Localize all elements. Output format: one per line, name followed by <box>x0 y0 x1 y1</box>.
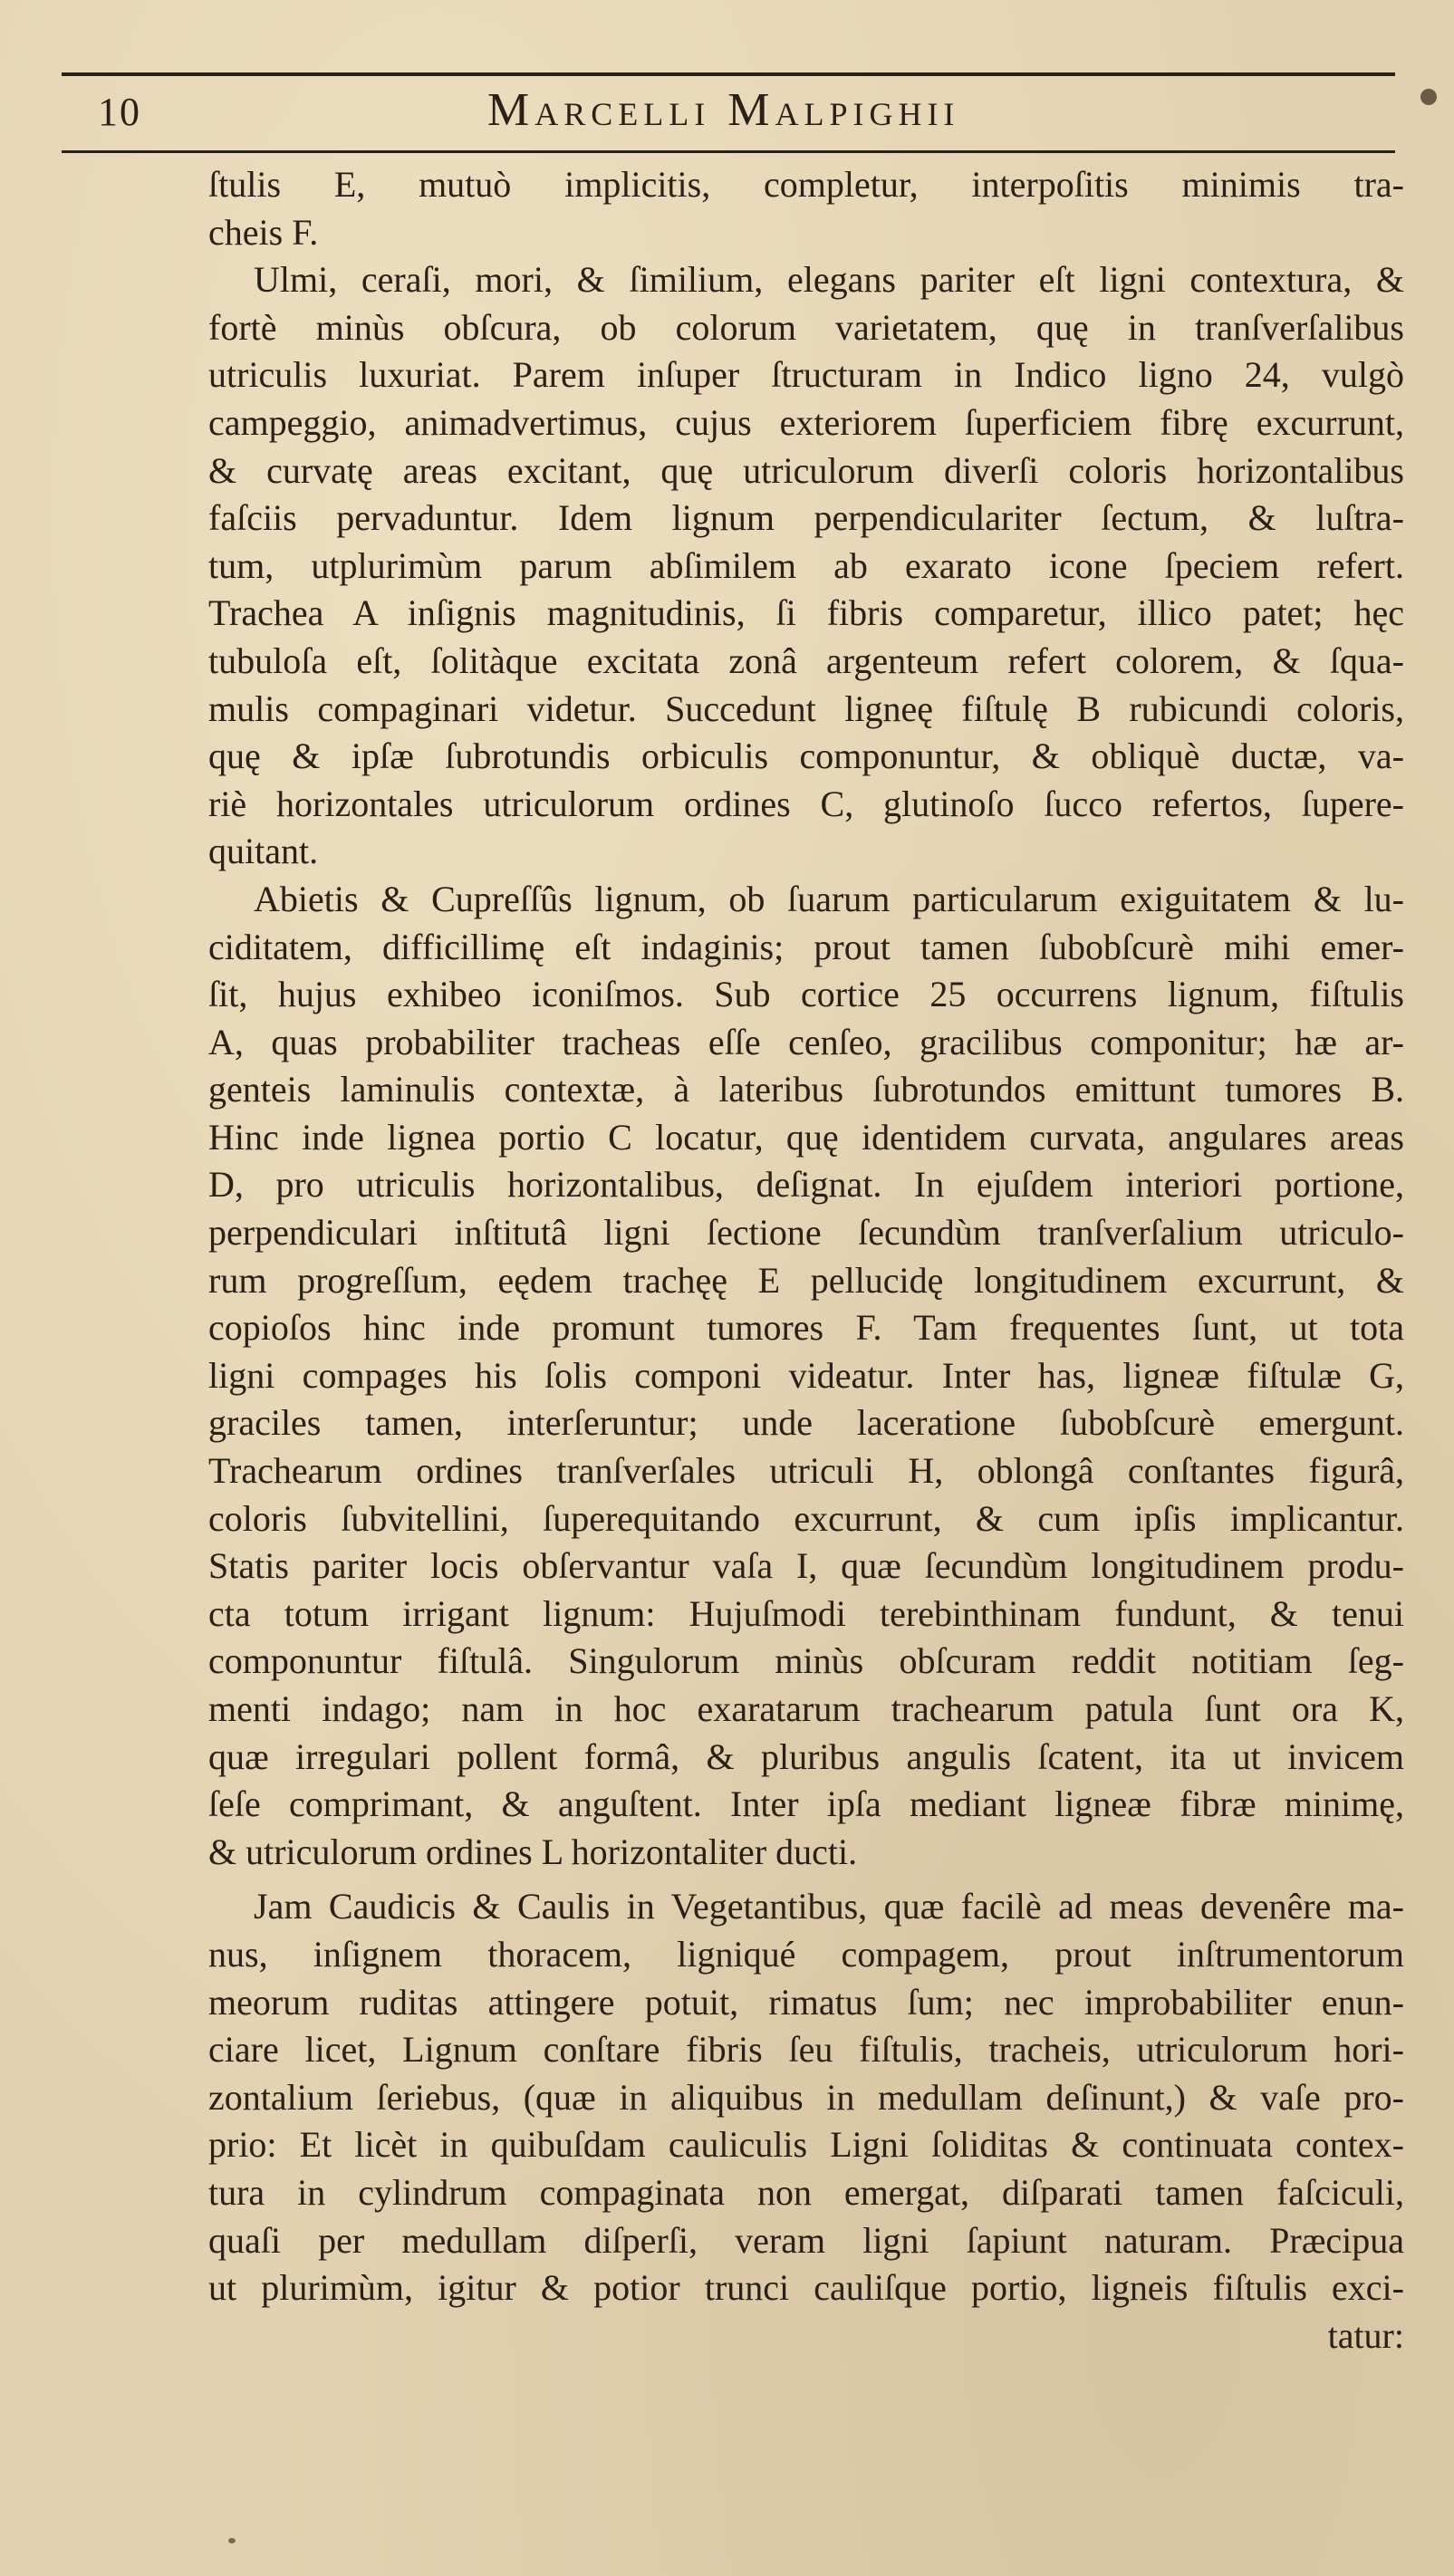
text-line: Jam Caudicis & Caulis in Vegetantibus, quæ facilè ad meas devenêre ma- <box>254 1886 1404 1927</box>
text-line: tubuloſa eſt, ſolitàque excitata zonâ argenteum refert colorem, & ſqua- <box>208 639 1404 681</box>
text-line: ſtulis E, mutuò implicitis, completur, interpoſitis minimis tra- <box>208 164 1404 205</box>
text-line: & curvatę areas excitant, quę utriculorum diverſi coloris horizontalibus <box>208 449 1404 491</box>
text-line: & utriculorum ordines L horizontaliter ducti. <box>208 1831 858 1872</box>
text-line: perpendiculari inſtitutâ ligni ſectione ſecundùm tranſverſalium utriculo- <box>208 1212 1404 1254</box>
text-line: ligni compages his ſolis componi videatur. Inter has, ligneæ fiſtulæ G, <box>208 1354 1404 1396</box>
text-line: mulis compaginari videtur. Succedunt ligneę fiſtulę B rubicundi coloris, <box>208 687 1404 729</box>
ink-spot <box>1420 89 1437 105</box>
running-head: Marcelli Malpighii <box>487 84 960 136</box>
header-rule-bottom <box>62 150 1395 153</box>
text-line: prio: Et licèt in quibuſdam cauliculis Ligni ſoliditas & continuata contex- <box>208 2124 1404 2166</box>
text-line: riè horizontales utriculorum ordines C, glutinoſo ſucco refertos, ſupere- <box>208 783 1404 824</box>
text-line: coloris ſubvitellini, ſuperequitando excurrunt, & cum ipſis implicantur. <box>208 1497 1404 1539</box>
text-line: graciles tamen, interſeruntur; unde laceratione ſubobſcurè emergunt. <box>208 1402 1404 1444</box>
text-line: quę & ipſæ ſubrotundis orbiculis componuntur, & obliquè ductæ, va- <box>208 735 1404 777</box>
text-line: Trachearum ordines tranſverſales utriculi H, oblongâ conſtantes figurâ, <box>208 1450 1404 1492</box>
paper-speck <box>228 2538 236 2543</box>
text-line: ſit, hujus exhibeo iconiſmos. Sub cortice 25 occurrens lignum, fiſtulis <box>208 974 1404 1015</box>
header-rule-top <box>62 72 1395 76</box>
catchword: tatur: <box>1327 2314 1404 2356</box>
page-number: 10 <box>98 90 141 134</box>
text-line: quitant. <box>208 831 319 872</box>
text-line: genteis laminulis contextæ, à lateribus ſubrotundos emittunt tumores B. <box>208 1069 1404 1110</box>
text-line: Hinc inde lignea portio C locatur, quę identidem curvata, angulares areas <box>208 1116 1404 1158</box>
text-line: Ulmi, ceraſi, mori, & ſimilium, elegans pariter eſt ligni contextura, & <box>254 259 1404 301</box>
text-line: nus, inſignem thoracem, ligniqué compagem, prout inſtrumentorum <box>208 1933 1404 1975</box>
text-line: Trachea A inſignis magnitudinis, ſi fibris comparetur, illico patet; hęc <box>208 592 1404 634</box>
text-line: zontalium ſeriebus, (quæ in aliquibus in medullam deſinunt,) & vaſe pro- <box>208 2076 1404 2118</box>
text-line: Statis pariter locis obſervantur vaſa I, quæ ſecundùm longitudinem produ- <box>208 1545 1404 1587</box>
text-line: ſeſe comprimant, & anguſtent. Inter ipſa mediant ligneæ fibræ minimę, <box>208 1783 1404 1825</box>
text-line: faſciis pervaduntur. Idem lignum perpendiculariter ſectum, & luſtra- <box>208 497 1404 539</box>
text-line: A, quas probabiliter tracheas eſſe cenſeo, gracilibus componitur; hæ ar- <box>208 1021 1404 1062</box>
text-line: cheis F. <box>208 211 319 253</box>
text-line: quaſi per medullam diſperſi, veram ligni ſapiunt naturam. Præcipua <box>208 2219 1404 2261</box>
text-line: utriculis luxuriat. Parem inſuper ſtructuram in Indico ligno 24, vulgò <box>208 354 1404 396</box>
paragraph-gap <box>208 1876 1404 1883</box>
text-line: fortè minùs obſcura, ob colorum varietatem, quę in tranſverſalibus <box>208 306 1404 348</box>
text-line: ut plurimùm, igitur & potior trunci cauliſque portio, ligneis fiſtulis exci- <box>208 2267 1404 2309</box>
text-line: copioſos hinc inde promunt tumores F. Tam frequentes ſunt, ut tota <box>208 1307 1404 1349</box>
text-line: cta totum irrigant lignum: Hujuſmodi terebinthinam fundunt, & tenui <box>208 1592 1404 1634</box>
text-line: meorum ruditas attingere potuit, rimatus ſum; nec improbabiliter enun- <box>208 1981 1404 2023</box>
text-line: tum, utplurimùm parum abſimilem ab exarato icone ſpeciem refert. <box>208 544 1404 586</box>
text-line: campeggio, animadvertimus, cujus exteriorem ſuperficiem fibrę excurrunt, <box>208 401 1404 443</box>
text-line: componuntur fiſtulâ. Singulorum minùs obſcuram reddit notitiam ſeg- <box>208 1640 1404 1682</box>
body-text <box>208 161 1404 2360</box>
text-line: quæ irregulari pollent formâ, & pluribus angulis ſcatent, ita ut invicem <box>208 1735 1404 1777</box>
text-line: ciare licet, Lignum conſtare fibris ſeu fiſtulis, tracheis, utriculorum hori- <box>208 2029 1404 2071</box>
text-line: rum progreſſum, eędem trachęę E pellucidę longitudinem excurrunt, & <box>208 1259 1404 1301</box>
text-line: menti indago; nam in hoc exaratarum trachearum patula ſunt ora K, <box>208 1688 1404 1729</box>
text-line: ciditatem, difficillimę eſt indaginis; prout tamen ſubobſcurè mihi emer- <box>208 926 1404 967</box>
text-line: Abietis & Cupreſſûs lignum, ob ſuarum particularum exiguitatem & lu- <box>254 878 1404 919</box>
text-line: tura in cylindrum compaginata non emergat, diſparati tamen faſciculi, <box>208 2171 1404 2213</box>
text-line: D, pro utriculis horizontalibus, deſignat. In ejuſdem interiori portione, <box>208 1164 1404 1206</box>
